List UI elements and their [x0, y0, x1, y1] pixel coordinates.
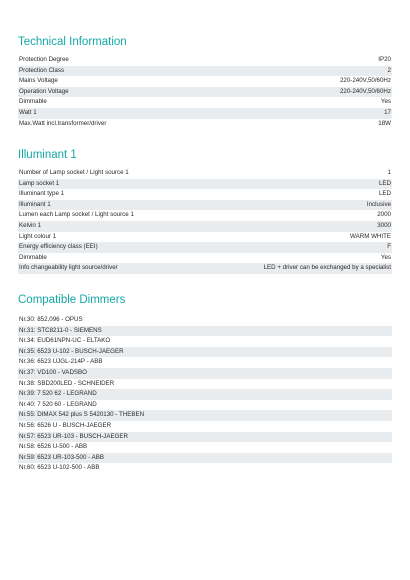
- row-value: 220-240V,50/60Hz: [339, 77, 391, 85]
- illuminant-section: [18, 148, 392, 274]
- row-label: Dimmable: [19, 98, 47, 106]
- table-row: [18, 97, 392, 108]
- table-row: [18, 108, 392, 119]
- table-row: [18, 189, 392, 200]
- row-value: LED: [378, 179, 391, 187]
- row-value: Yes: [380, 253, 391, 261]
- table-row: [18, 179, 392, 190]
- row-value: Yes: [380, 98, 391, 106]
- table-row: [18, 87, 392, 98]
- row-value: F: [387, 243, 391, 251]
- row-value: 1: [387, 169, 391, 176]
- technical-information-section: [18, 35, 392, 129]
- table-row: [18, 200, 392, 211]
- row-label: Illuminant 1: [19, 200, 51, 208]
- table-row: [18, 76, 392, 87]
- table-row: [18, 232, 392, 243]
- row-value: 17: [384, 108, 391, 116]
- row-label: Max.Watt incl.transformer/driver: [19, 119, 107, 127]
- compatible-dimmers-title: Compatible Dimmers: [18, 294, 126, 306]
- row-value: LED: [378, 190, 391, 198]
- row-value: Inclusive: [366, 200, 391, 208]
- row-label: Energy efficiency class (EEI): [19, 243, 98, 251]
- dimmers-list: [18, 315, 392, 474]
- table-row: [18, 253, 392, 264]
- list-item: Nr.40: 7 520 60 - LEGRAND: [19, 400, 97, 408]
- list-item: Nr.39: 7 520 62 - LEGRAND: [18, 389, 392, 400]
- row-value: IP20: [378, 56, 391, 63]
- technical-table: [18, 55, 392, 129]
- table-row: [18, 263, 392, 274]
- list-item: Nr.37: VD100 - VADSBO: [18, 368, 392, 379]
- row-value: 2: [387, 66, 391, 74]
- list-item: Nr.38: SBD200LED - SCHNEIDER: [19, 379, 115, 387]
- technical-information-title: Technical Information: [18, 36, 127, 48]
- row-label: Watt 1: [19, 108, 37, 116]
- list-item: Nr.31: STC8211-0 - SIEMENS: [18, 326, 392, 337]
- table-row: [18, 242, 392, 253]
- row-label: Operation Voltage: [19, 87, 69, 95]
- list-item: Nr.36: 6523 UJGL-214P - ABB: [19, 358, 103, 366]
- table-row: [18, 55, 392, 66]
- row-value: 3000: [377, 221, 391, 229]
- compatible-dimmers-section: [18, 293, 392, 474]
- list-item: Nr.57: 6523 UR-103 - BUSCH-JAEGER: [18, 432, 392, 443]
- row-label: Light colour 1: [19, 232, 57, 240]
- row-value: 220-240V,50/60Hz: [339, 87, 391, 95]
- row-label: Kelvin 1: [19, 221, 42, 229]
- list-item: Nr.30: 852,096 - OPUS: [19, 316, 83, 323]
- row-label: Lumen each Lamp socket / Light source 1: [19, 211, 134, 219]
- list-item: Nr.34: EUD61NPN-UC - ELTAKO: [19, 337, 111, 345]
- row-label: Protection Class: [19, 66, 65, 74]
- list-item: Nr.56: 6526 U - BUSCH-JAEGER: [19, 421, 112, 429]
- table-row: [18, 221, 392, 232]
- row-label: Info changeability light source/driver: [19, 264, 118, 272]
- row-label: Lamp socket 1: [19, 179, 60, 187]
- row-value: WARM WHITE: [349, 232, 391, 240]
- row-label: Number of Lamp socket / Light source 1: [19, 169, 129, 176]
- list-item: Nr.60: 6523 U-102-500 - ABB: [19, 464, 100, 472]
- row-value: LED + driver can be exchanged by a specialist: [263, 264, 391, 272]
- list-item: Nr.35: 6523 U-102 - BUSCH-JAEGER: [18, 347, 392, 358]
- row-value: 2000: [377, 211, 391, 219]
- row-label: Mains Voltage: [19, 77, 58, 85]
- table-row: [18, 66, 392, 77]
- row-label: Illuminant type 1: [19, 190, 65, 198]
- table-row: [18, 210, 392, 221]
- illuminant-title: Illuminant 1: [18, 149, 77, 161]
- row-value: 18W: [378, 119, 391, 127]
- illuminant-table: [18, 168, 392, 274]
- list-item: Nr.59: 6523 UR-103-500 - ABB: [18, 453, 392, 464]
- table-row: [18, 168, 392, 179]
- list-item: Nr.58: 6526 U-500 - ABB: [19, 443, 88, 451]
- row-label: Dimmable: [19, 253, 47, 261]
- table-row: [18, 119, 392, 130]
- row-label: Protection Degree: [19, 56, 69, 63]
- list-item: Nr.55: DIMAX 542 plus S 5420130 - THEBEN: [18, 410, 392, 421]
